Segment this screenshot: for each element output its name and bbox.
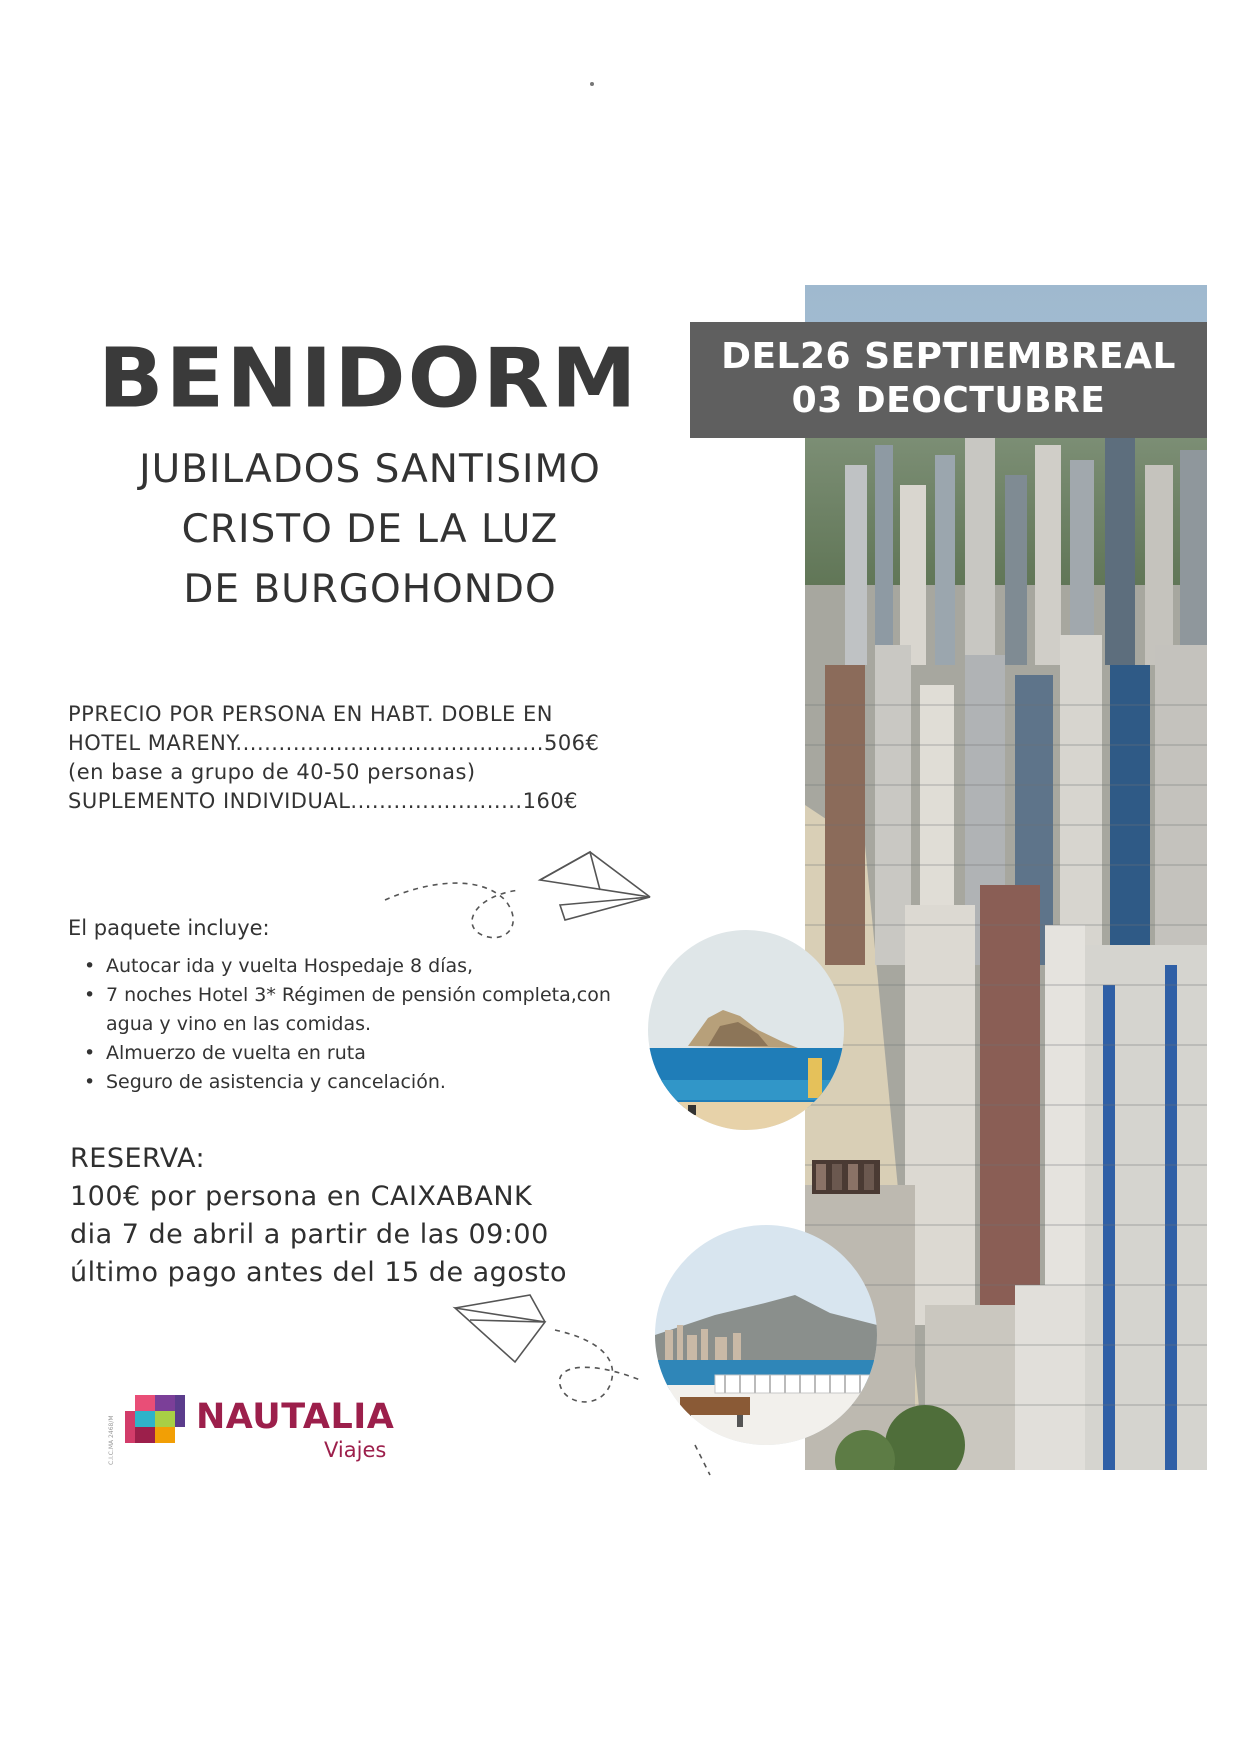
reserve-line: último pago antes del 15 de agosto	[70, 1257, 568, 1288]
includes-title: El paquete incluye:	[68, 916, 270, 940]
reserve-line: dia 7 de abril a partir de las 09:00	[70, 1219, 549, 1250]
promenade-view-photo	[655, 1225, 877, 1445]
list-item: • Almuerzo de vuelta en ruta	[84, 1039, 644, 1068]
brand-subtitle: Viajes	[324, 1438, 387, 1462]
list-item: • Autocar ida y vuelta Hospedaje 8 días,	[84, 952, 644, 981]
page-title: BENIDORM	[98, 331, 639, 427]
price-line: (en base a grupo de 40-50 personas)	[68, 760, 476, 784]
price-line: HOTEL MARENY...........................................506€	[68, 731, 600, 755]
license-code: C.I.C.MA 2468/M	[108, 1415, 115, 1465]
reserve-title: RESERVA:	[70, 1143, 206, 1174]
brand-name: NAUTALIA	[196, 1397, 395, 1437]
date-line: 03 DEOCTUBRE	[791, 380, 1106, 421]
list-item: • 7 noches Hotel 3* Régimen de pensión completa,con agua y vino en las comidas.	[84, 981, 644, 1039]
price-line: SUPLEMENTO INDIVIDUAL........................160€	[68, 789, 579, 813]
includes-list	[84, 952, 644, 1097]
group-name	[100, 440, 640, 620]
group-name-line: JUBILADOS SANTISIMO	[139, 447, 601, 492]
building-detail-photo	[812, 1160, 880, 1194]
island-beach-photo	[648, 930, 844, 1130]
travel-dates	[690, 335, 1207, 423]
reservation-block	[70, 1140, 630, 1292]
pricing-block	[68, 700, 628, 816]
group-name-line: CRISTO DE LA LUZ	[181, 507, 559, 552]
date-line: DEL26 SEPTIEMBREAL	[721, 336, 1176, 377]
reserve-line: 100€ por persona en CAIXABANK	[70, 1181, 533, 1212]
group-name-line: DE BURGOHONDO	[183, 567, 557, 612]
price-line: PPRECIO POR PERSONA EN HABT. DOBLE EN	[68, 702, 553, 726]
list-item: • Seguro de asistencia y cancelación.	[84, 1068, 644, 1097]
